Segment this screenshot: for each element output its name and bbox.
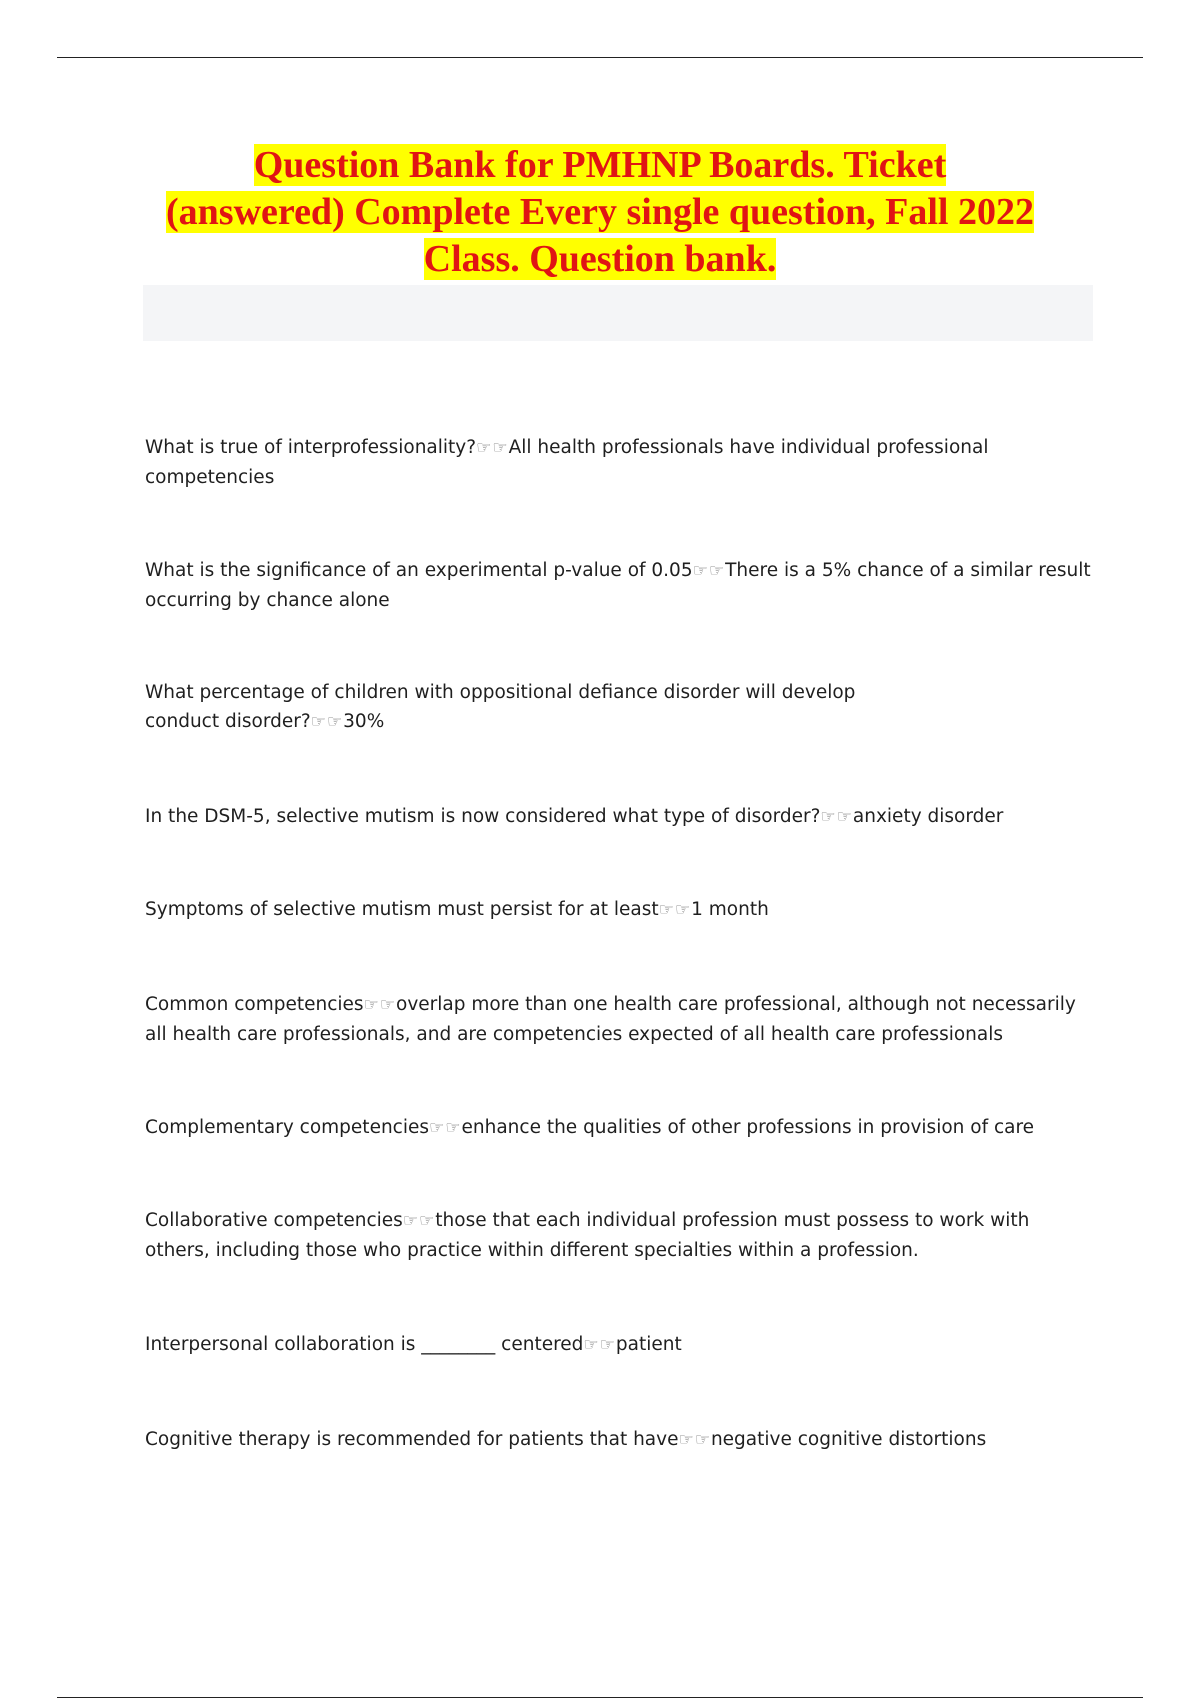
hand-pointer-icon: ☞☞ — [678, 1430, 711, 1450]
answer-text: overlap more than one health care professional, although not necessarily all health care professionals, and are competencies expected of all health care professionals — [145, 994, 1076, 1045]
question-text: What is true of interprofessionality? — [145, 437, 477, 458]
hand-pointer-icon: ☞☞ — [820, 807, 853, 827]
qa-item-1 — [145, 433, 1095, 492]
hand-pointer-icon: ☞☞ — [476, 438, 509, 458]
answer-text: patient — [615, 1334, 682, 1355]
answer-text: 30% — [343, 711, 385, 732]
title-line-3: Class. Question bank. — [423, 238, 777, 280]
answer-text: All health professionals have individual professional competencies — [145, 437, 989, 488]
qa-item-6 — [145, 990, 1095, 1049]
hand-pointer-icon: ☞☞ — [429, 1118, 462, 1138]
qa-item-10 — [145, 1425, 1095, 1455]
question-text: Common competencies — [145, 994, 364, 1015]
hand-pointer-icon: ☞☞ — [658, 900, 692, 920]
header-band — [143, 285, 1093, 341]
answer-text: negative cognitive distortions — [710, 1429, 987, 1450]
answer-text: There is a 5% chance of a similar result occurring by chance alone — [145, 560, 1091, 611]
question-text: Interpersonal collaboration is ________ centered — [145, 1334, 584, 1355]
qa-item-2 — [145, 556, 1095, 615]
top-rule — [57, 57, 1143, 58]
qa-item-8 — [145, 1206, 1095, 1265]
bottom-rule — [57, 1697, 1143, 1698]
question-text: Complementary competencies — [145, 1117, 430, 1138]
question-text: In the DSM-5, selective mutism is now considered what type of disorder? — [145, 806, 821, 827]
question-text: What percentage of children with oppositional defiance disorder will develop conduct disorder? — [145, 682, 856, 732]
hand-pointer-icon: ☞☞ — [363, 995, 397, 1015]
question-text: Collaborative competencies — [145, 1210, 403, 1231]
question-text: What is the significance of an experimental p-value of 0.05 — [145, 560, 693, 581]
hand-pointer-icon: ☞☞ — [583, 1335, 616, 1355]
answer-text: 1 month — [691, 899, 769, 920]
qa-item-4 — [145, 802, 1095, 832]
hand-pointer-icon: ☞☞ — [402, 1211, 436, 1231]
hand-pointer-icon: ☞☞ — [310, 712, 344, 732]
title-line-1: Question Bank for PMHNP Boards. Ticket — [253, 144, 947, 186]
document-title — [120, 142, 1080, 283]
qa-item-5 — [145, 895, 1095, 925]
hand-pointer-icon: ☞☞ — [692, 561, 726, 581]
answer-text: enhance the qualities of other professions in provision of care — [461, 1117, 1035, 1138]
qa-item-3 — [145, 678, 935, 737]
qa-item-7 — [145, 1113, 1095, 1143]
answer-text: anxiety disorder — [852, 806, 1004, 827]
qa-item-9 — [145, 1330, 1095, 1360]
question-text: Symptoms of selective mutism must persist for at least — [145, 899, 659, 920]
answer-text: those that each individual profession must possess to work with others, including those who practice within different specialties within a profession. — [145, 1210, 1030, 1261]
question-text: Cognitive therapy is recommended for patients that have — [145, 1429, 679, 1450]
title-line-2: (answered) Complete Every single question, Fall 2022 — [166, 191, 1034, 233]
